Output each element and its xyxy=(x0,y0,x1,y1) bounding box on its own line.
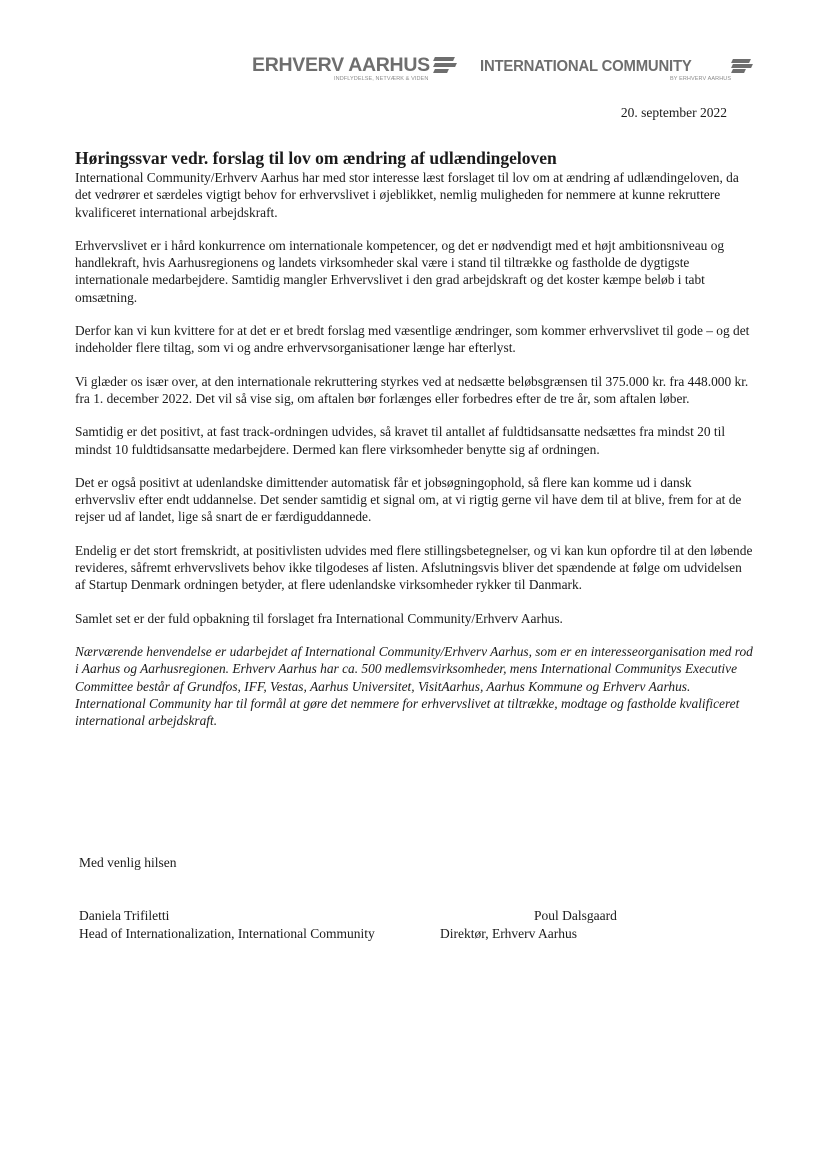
signer-name: Daniela Trifiletti xyxy=(79,908,170,923)
erhverv-aarhus-logo-text: ERHVERV AARHUS xyxy=(252,54,430,76)
international-community-logo xyxy=(480,54,732,82)
signer-title: Direktør, Erhverv Aarhus xyxy=(440,926,578,941)
letter-body xyxy=(75,148,753,745)
paragraph: Derfor kan vi kun kvittere for at det er et bredt forslag med væsentlige ændringer, som kommer erhvervslivet til gode – og det indeholder flere tiltag, som vi og andre erhvervsorganisationer længe har efterlyst. xyxy=(75,323,750,356)
letter-title: Høringssvar vedr. forslag til lov om ændring af udlændingeloven xyxy=(75,148,557,168)
paragraph: Samlet set er der fuld opbakning til forslaget fra International Community/Erhverv Aarhus. xyxy=(75,610,563,626)
paragraph: International Community/Erhverv Aarhus har med stor interesse læst forslaget til lov om at ændring af udlændingeloven, da det vedrører et særdeles vigtigt behov for erhvervslivet i øjeblikket, nemlig muligheden for nemmere at kunne rekruttere kvalificeret international arbejdskraft. xyxy=(75,170,739,220)
signature-right xyxy=(440,907,617,943)
erhverv-aarhus-tagline: INDFLYDELSE, NETVÆRK & VIDEN xyxy=(334,76,429,82)
paragraph: Vi glæder os især over, at den internationale rekruttering styrkes ved at nedsætte beløbsgrænsen til 375.000 kr. fra 448.000 kr. fra 1. december 2022. Det vil så vise sig, om aftalen bør forlænges eller forbedres efter de tre år, som aftalen løber. xyxy=(75,373,749,406)
header-logos xyxy=(252,54,752,94)
paragraph: Erhvervslivet er i hård konkurrence om internationale kompetencer, og det er nødvendigt med et højt ambitionsniveau og handlekraft, hvis Aarhusregionens og landets virksomheder skal være i stand til tiltrække og fastholde de dygtigste internationale medarbejdere. Samtidig mangler Erhvervslivet i den grad arbejdskraft og det koster kæmpe beløb i tabt omsætning. xyxy=(75,237,725,305)
international-community-mark-icon xyxy=(732,59,754,75)
paragraph: Det er også positivt at udenlandske dimittender automatisk får et jobsøgningophold, så flere kan komme ud i dansk erhvervsliv efter endt uddannelse. Det sender samtidig et signal om, at vi rigtig gerne vil have dem til at blive, frem for at de rejser ud af landet, lige så snart de er færdiguddannede. xyxy=(75,474,742,525)
signer-title: Head of Internationalization, International Community xyxy=(79,926,375,941)
paragraph: Endelig er det stort fremskridt, at positivlisten udvides med flere stillingsbetegnelser, og vi kan kun opfordre til at den løbende revideres, såfremt erhvervslivets behov ikke tilgodeses af listen. Afslutningsvis bliver det spændende at følge om udvidelsen af Startup Denmark ordningen betyder, at flere udenlandske virksomheder rykker til Danmark. xyxy=(75,542,753,593)
letter-date: 20. september 2022 xyxy=(620,105,727,120)
erhverv-aarhus-mark-icon xyxy=(434,57,456,73)
paragraph: Samtidig er det positivt, at fast track-ordningen udvides, så kravet til antallet af fuldtidsansatte nedsættes fra mindst 20 til mindst 10 fuldtidsansatte medarbejdere. Dermed kan flere virksomheder benytte sig af ordningen. xyxy=(75,424,726,457)
signature-left xyxy=(79,907,375,943)
organization-note: Nærværende henvendelse er udarbejdet af International Community/Erhverv Aarhus, som er en interesseorganisation med rod i Aarhus og Aarhusregionen. Erhverv Aarhus har ca. 500 medlemsvirksomheder, mens International Communitys Executive Committee består af Grundfos, IFF, Vestas, Aarhus Universitet, VisitAarhus, Aarhus Kommune og Erhverv Aarhus. International Community har til formål at gøre det nemmere for erhvervslivet at tiltrække, modtage og fastholde kvalificeret international arbejdskraft. xyxy=(75,643,753,729)
closing-salutation: Med venlig hilsen xyxy=(79,855,177,870)
erhverv-aarhus-logo xyxy=(252,54,430,82)
international-community-tagline: BY ERHVERV AARHUS xyxy=(670,76,732,82)
international-community-logo-text: INTERNATIONAL COMMUNITY xyxy=(480,58,692,75)
signer-name: Poul Dalsgaard xyxy=(534,908,617,923)
